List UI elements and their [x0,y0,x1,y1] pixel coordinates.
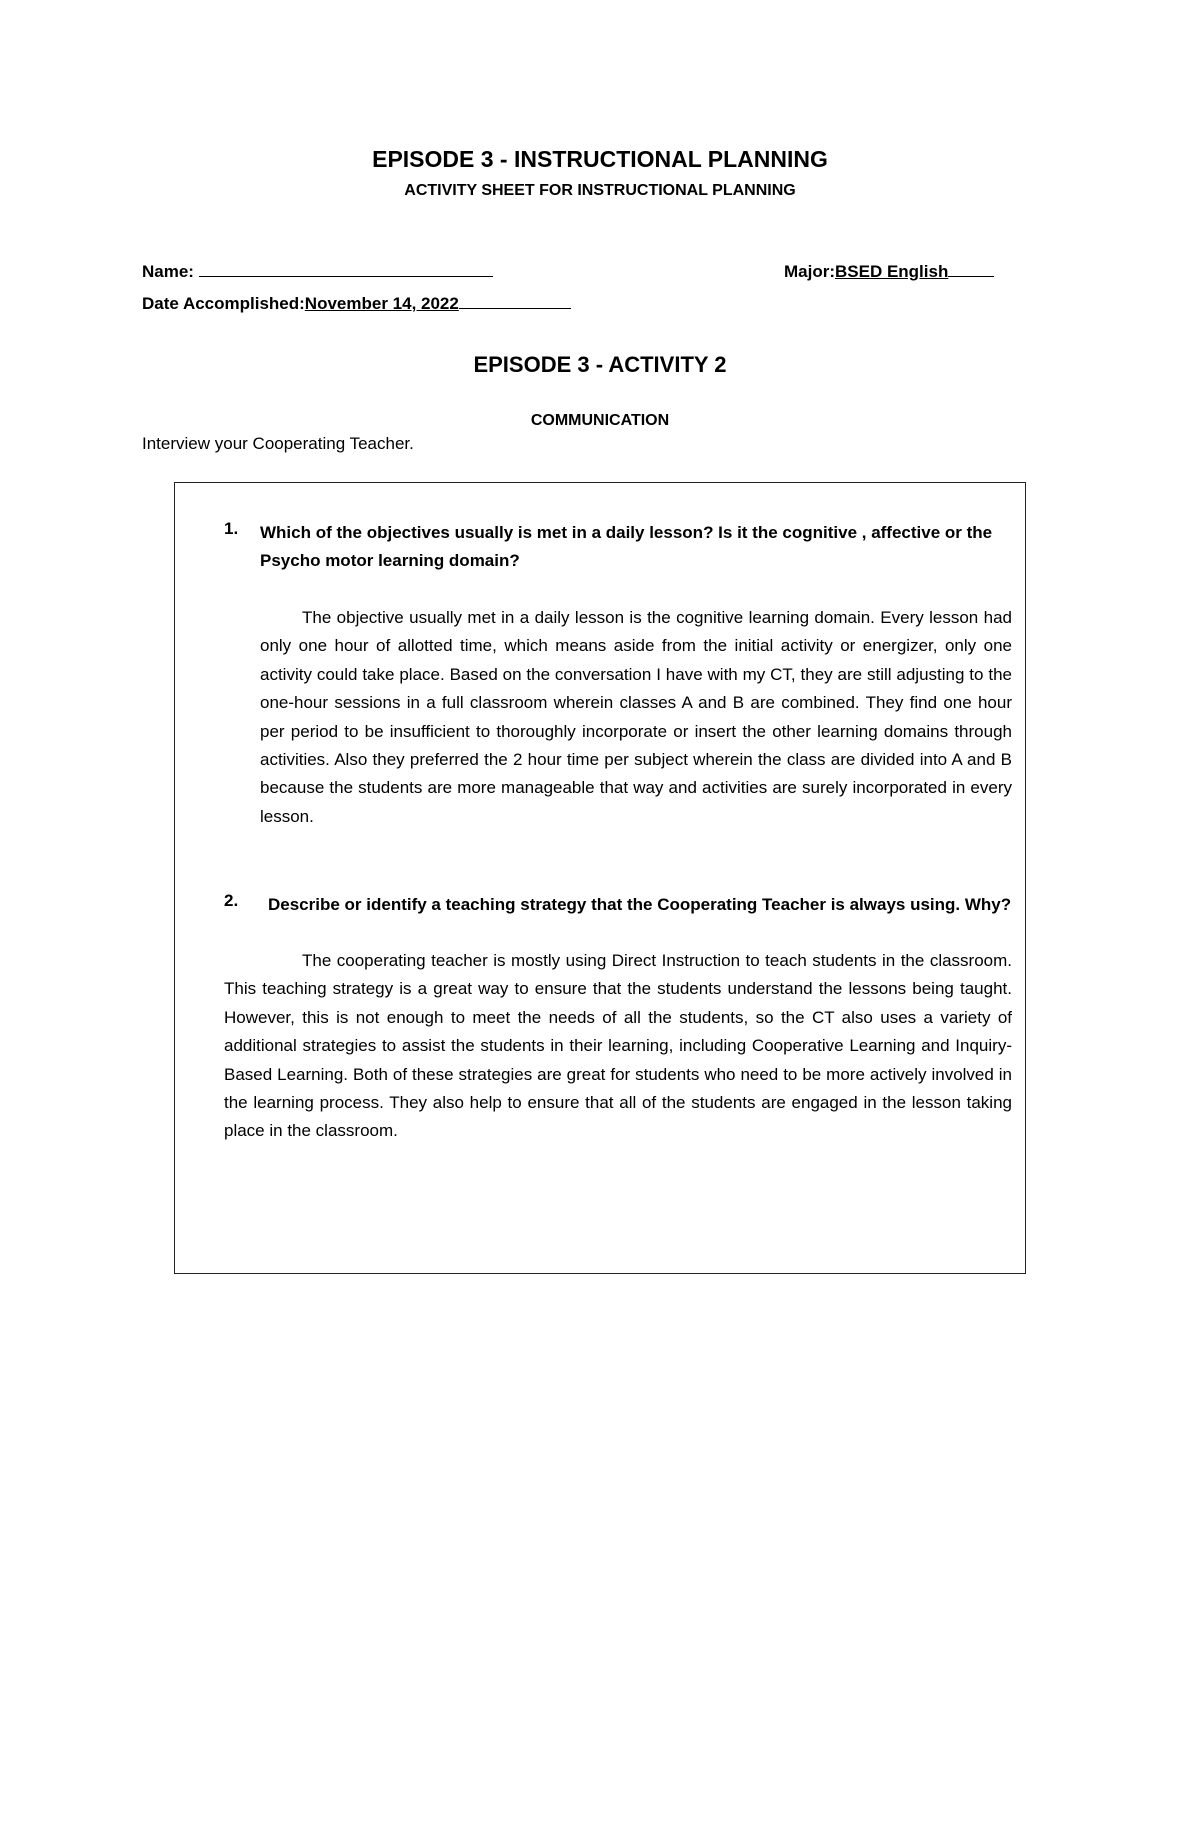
name-blank[interactable] [199,258,493,277]
name-label: Name: [142,262,194,281]
question-1-number: 1. [224,519,239,538]
name-field [142,258,493,282]
question-2-number: 2. [224,891,239,910]
date-label: Date Accomplished: [142,294,305,313]
answer-2: The cooperating teacher is mostly using Direct Instruction to teach students in the classroom. This teaching strategy is a great way to ensure that the students understand the lessons being taught. However, this is not enough to meet the needs of all the students, so the CT also uses a variety of additional strategies to assist the students in their learning, including Cooperative Learning and Inquiry-Based Learning. Both of these strategies are great for students who need to be more actively involved in the learning process. They also help to ensure that all of the students are engaged in the lesson taking place in the classroom. [224,951,1012,1141]
date-value: November 14, 2022 [304,294,459,313]
page-subtitle: ACTIVITY SHEET FOR INSTRUCTIONAL PLANNING [404,182,796,199]
major-value: BSED English [835,262,949,281]
activity-title: EPISODE 3 - ACTIVITY 2 [473,352,727,377]
question-2: Describe or identify a teaching strategy that the Cooperating Teacher is always using. Why? [268,895,1012,914]
question-1: Which of the objectives usually is met in a daily lesson? Is it the cognitive , affective or the Psycho motor learning domain? [260,523,993,570]
major-field [784,258,994,282]
major-label: Major: [784,262,835,281]
date-field [142,290,571,314]
major-blank[interactable] [948,258,994,277]
instruction-text: Interview your Cooperating Teacher. [142,434,414,453]
page-title: EPISODE 3 - INSTRUCTIONAL PLANNING [372,146,828,172]
date-blank[interactable] [459,290,571,309]
section-title: COMMUNICATION [530,412,670,429]
interview-box [174,482,1026,1274]
answer-1: The objective usually met in a daily lesson is the cognitive learning domain. Every lesson had only one hour of allotted time, which means aside from the initial activity or energizer, only one activity could take place. Based on the conversation I have with my CT, they are still adjusting to the one-hour sessions in a full classroom wherein classes A and B are combined. They find one hour per period to be insufficient to thoroughly incorporate or insert the other learning domains through activities. Also they preferred the 2 hour time per subject wherein the class are divided into A and B because the students are more manageable that way and activities are surely incorporated in every lesson. [260,608,1012,826]
